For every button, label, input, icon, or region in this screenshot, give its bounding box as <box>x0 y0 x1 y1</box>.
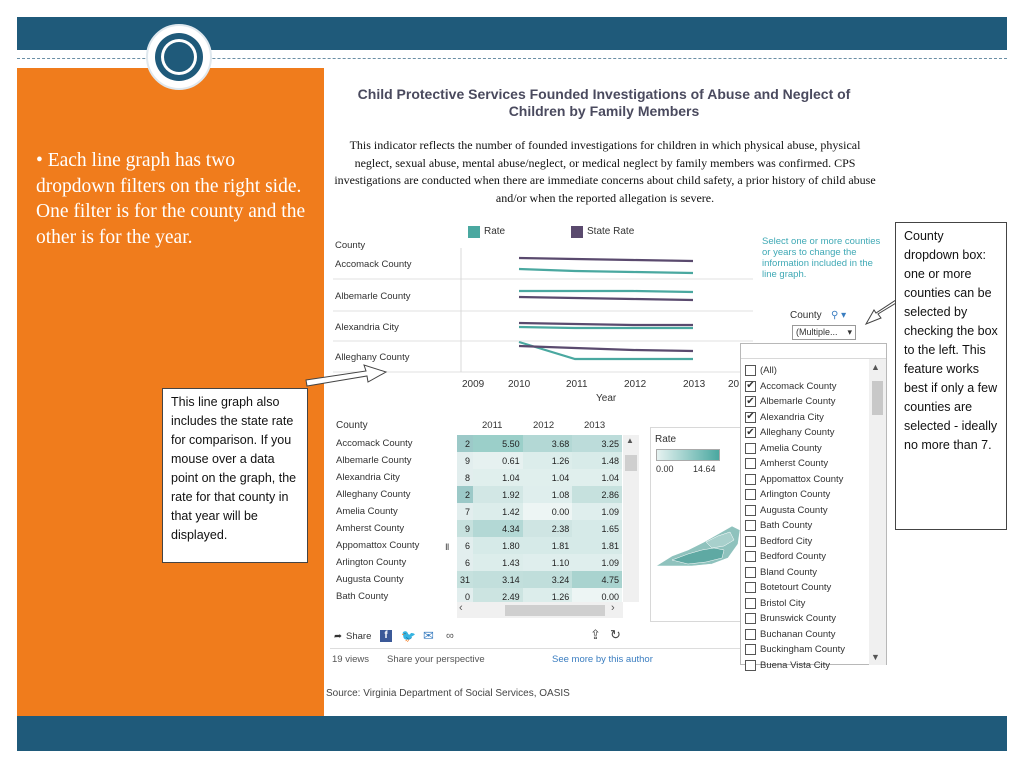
dropdown-item[interactable] <box>741 596 865 612</box>
dropdown-item[interactable] <box>741 565 865 581</box>
year-tick: 20 <box>728 379 740 390</box>
share-label[interactable]: Share <box>346 631 372 642</box>
table-row-name[interactable]: Alexandria City <box>336 472 400 483</box>
arrow-to-graph <box>300 360 395 392</box>
rate-legend-label: Rate <box>484 226 506 237</box>
table-row-name[interactable]: Accomack County <box>336 438 413 449</box>
table-cell: 2.38 <box>523 520 573 537</box>
map-legend-max: 14.64 <box>693 464 716 474</box>
table-cell: 0.00 <box>523 503 573 520</box>
callout-county-dropdown: County dropdown box: one or more counties can be selected by checking the box to the left. This feature works best if only a few counties are selected - ideally no more than 7. <box>895 222 1007 530</box>
dropdown-item[interactable] <box>741 487 865 503</box>
checkbox[interactable] <box>745 644 756 655</box>
table-year-header: 2012 <box>533 420 555 431</box>
filter-icon[interactable]: ⚲ ▾ <box>831 310 847 321</box>
table-cell: 31 <box>457 571 473 588</box>
table-cell: 1.04 <box>572 469 622 486</box>
scroll-down-icon[interactable]: ▼ <box>871 652 880 662</box>
dropdown-item-label: Botetourt County <box>760 582 832 594</box>
table-cell: 1.80 <box>473 537 523 554</box>
table-cell: 2.49 <box>473 588 523 605</box>
dropdown-item[interactable] <box>741 611 865 627</box>
year-tick: 2013 <box>683 379 706 390</box>
dropdown-item[interactable] <box>741 642 865 658</box>
table-row <box>457 469 622 486</box>
dropdown-item-label: Alexandria City <box>760 411 824 423</box>
table-cell: 0.61 <box>473 452 523 469</box>
dropdown-item[interactable] <box>741 394 865 410</box>
dropdown-item[interactable] <box>741 580 865 596</box>
table-row-name[interactable]: Appomattox County <box>336 540 420 551</box>
dropdown-item-label: Buchanan County <box>760 628 836 640</box>
table-cell: 1.09 <box>572 503 622 520</box>
filter-hint: Select one or more counties or years to change the information included in the line graph. <box>762 236 881 280</box>
dropdown-item-label: Brunswick County <box>760 613 837 625</box>
dropdown-item-label: Augusta County <box>760 504 828 516</box>
table-row-name[interactable]: Arlington County <box>336 557 407 568</box>
email-icon[interactable]: ✉ <box>423 628 434 643</box>
map-legend-title: Rate <box>655 434 677 445</box>
state-rate-legend-label: State Rate <box>587 226 635 237</box>
table-cell: 1.48 <box>572 452 622 469</box>
dropdown-item-label: Amelia County <box>760 442 822 454</box>
heatmap-table[interactable] <box>457 435 622 605</box>
bullet-text: • Each line graph has two dropdown filters on the right side. One filter is for the county and the other is for the year. <box>36 150 306 248</box>
dropdown-item-label: Bath County <box>760 520 813 532</box>
dropdown-item-label: Alleghany County <box>760 427 835 439</box>
scroll-right-icon[interactable]: › <box>611 602 615 614</box>
share-perspective-link[interactable]: Share your perspective <box>387 654 485 665</box>
checkbox[interactable] <box>745 567 756 578</box>
link-icon[interactable]: ∞ <box>446 630 454 642</box>
state-rate-line <box>519 258 693 261</box>
viz-description: This indicator reflects the number of founded investigations for children in which physical abuse, physical neglect, sexual abuse, mental abuse/neglect, or medical neglect by family members was confirmed. CPS investigations are conducted when there are immediate concerns about child safety, a prior history of child abuse and/or when the reported allegation is severe. <box>334 138 876 205</box>
checkbox-checked[interactable]: ✔ <box>746 426 755 438</box>
dropdown-item-label: Bland County <box>760 566 818 578</box>
dropdown-item[interactable] <box>741 518 865 534</box>
rate-line <box>519 291 693 292</box>
table-cell: 1.04 <box>473 469 523 486</box>
dropdown-search-input[interactable] <box>741 344 886 359</box>
dropdown-item[interactable] <box>741 379 865 395</box>
table-cell: 1.81 <box>523 537 573 554</box>
table-cell: 1.43 <box>473 554 523 571</box>
scroll-left-icon[interactable]: ‹ <box>459 602 463 614</box>
table-cell: 2 <box>457 435 473 452</box>
facebook-icon[interactable]: f <box>380 630 392 642</box>
year-tick: 2012 <box>624 379 647 390</box>
dropdown-item-label: Bedford County <box>760 551 827 563</box>
download-icon[interactable]: ⇪ <box>590 627 601 642</box>
year-tick: 2009 <box>462 379 485 390</box>
dropdown-item-label: Albemarle County <box>760 396 836 408</box>
scroll-up-icon[interactable]: ▲ <box>871 362 880 372</box>
line-county-label[interactable]: Accomack County <box>335 259 412 270</box>
table-cell: 6 <box>457 554 473 571</box>
bottom-band <box>17 716 1007 751</box>
table-cell: 0 <box>457 588 473 605</box>
virginia-map[interactable] <box>652 520 742 570</box>
rate-legend-swatch <box>468 226 480 238</box>
state-rate-line <box>519 297 693 300</box>
checkbox[interactable] <box>745 629 756 640</box>
table-year-header: 2011 <box>482 420 503 431</box>
table-cell: 1.65 <box>572 520 622 537</box>
checkbox[interactable] <box>745 474 756 485</box>
state-rate-line <box>519 323 693 325</box>
table-row-name[interactable]: Bath County <box>336 591 389 602</box>
checkbox[interactable] <box>745 551 756 562</box>
checkbox[interactable] <box>745 660 756 671</box>
dropdown-item[interactable] <box>741 549 865 565</box>
table-cell: 1.81 <box>572 537 622 554</box>
dropdown-item[interactable] <box>741 503 865 519</box>
table-cell: 3.24 <box>523 571 573 588</box>
line-graph[interactable] <box>333 248 753 383</box>
dropdown-item-label: Buckingham County <box>760 644 846 656</box>
dropdown-item-label: Accomack County <box>760 380 837 392</box>
line-county-label[interactable]: Alexandria City <box>335 322 399 333</box>
line-county-label[interactable]: Albemarle County <box>335 291 411 302</box>
table-cell: 4.75 <box>572 571 622 588</box>
line-county-label[interactable]: Alleghany County <box>335 352 410 363</box>
table-row-name[interactable]: Amherst County <box>336 523 405 534</box>
viz-title: Child Protective Services Founded Investigations of Abuse and Neglect of Children by Family Members <box>357 86 851 119</box>
table-cell: 9 <box>457 520 473 537</box>
scroll-up-icon[interactable]: ▲ <box>626 436 634 445</box>
year-axis-label: Year <box>596 393 617 404</box>
dropdown-item-label: Bedford City <box>760 535 813 547</box>
map-legend-min: 0.00 <box>656 464 674 474</box>
line-county-header: County <box>335 240 366 251</box>
checkbox-checked[interactable]: ✔ <box>746 395 755 407</box>
checkbox[interactable] <box>745 613 756 624</box>
table-cell: 5.50 <box>473 435 523 452</box>
table-row-name[interactable]: Amelia County <box>336 506 398 517</box>
table-row <box>457 537 622 554</box>
table-cell: 6 <box>457 537 473 554</box>
dropdown-item-label: (All) <box>760 365 777 377</box>
table-row <box>457 571 622 588</box>
table-row <box>457 520 622 537</box>
table-row <box>457 554 622 571</box>
checkbox[interactable] <box>745 520 756 531</box>
table-row-name[interactable]: Albemarle County <box>336 455 412 466</box>
dropdown-item[interactable] <box>741 456 865 472</box>
scrollbar-thumb[interactable] <box>505 605 605 616</box>
dropdown-item-label: Bristol City <box>760 597 806 609</box>
county-dropdown[interactable] <box>792 325 856 340</box>
map-legend-gradient <box>656 449 720 461</box>
table-county-names <box>336 435 458 605</box>
checkbox-checked[interactable]: ✔ <box>746 411 755 423</box>
checkbox-checked[interactable]: ✔ <box>746 380 755 392</box>
twitter-icon[interactable]: 🐦 <box>401 629 416 643</box>
table-row-name[interactable]: Alleghany County <box>336 489 411 500</box>
table-cell: 1.42 <box>473 503 523 520</box>
table-cell: 1.04 <box>523 469 573 486</box>
dropdown-item[interactable] <box>741 441 865 457</box>
table-row <box>457 452 622 469</box>
table-cell: 1.10 <box>523 554 573 571</box>
table-cell: 1.26 <box>523 588 573 605</box>
dropdown-item[interactable] <box>741 534 865 550</box>
logo-core <box>164 42 194 72</box>
table-cell: 3.68 <box>523 435 573 452</box>
table-row <box>457 435 622 452</box>
year-tick: 2011 <box>566 379 588 390</box>
scrollbar-thumb[interactable] <box>625 455 637 471</box>
checkbox[interactable] <box>745 365 756 376</box>
dropdown-item[interactable] <box>741 658 865 674</box>
source-note: Source: Virginia Department of Social Services, OASIS <box>326 688 570 699</box>
checkbox[interactable] <box>745 582 756 593</box>
views-count: 19 views <box>332 654 369 665</box>
callout-line-graph: This line graph also includes the state rate for comparison. If you mouse over a data point on the graph, the rate for that county in that year will be displayed. <box>162 388 308 563</box>
table-cell: 1.26 <box>523 452 573 469</box>
dropdown-item[interactable] <box>741 425 865 441</box>
county-filter-label: County <box>790 310 822 321</box>
checkbox[interactable] <box>745 505 756 516</box>
checkbox[interactable] <box>745 598 756 609</box>
table-row <box>457 503 622 520</box>
refresh-icon[interactable]: ↻ <box>610 627 621 642</box>
table-cell: 9 <box>457 452 473 469</box>
checkbox[interactable] <box>745 458 756 469</box>
cursor-icon: Ⅱ <box>445 542 450 552</box>
table-cell: 3.25 <box>572 435 622 452</box>
table-cell: 7 <box>457 503 473 520</box>
see-more-link[interactable]: See more by this author <box>552 654 653 665</box>
table-year-header: 2013 <box>584 420 606 431</box>
checkbox[interactable] <box>745 536 756 547</box>
dropdown-item[interactable] <box>741 363 865 379</box>
county-dropdown-value: (Multiple... <box>796 327 838 337</box>
table-cell: 8 <box>457 469 473 486</box>
table-cell: 2.86 <box>572 486 622 503</box>
table-row-name[interactable]: Augusta County <box>336 574 404 585</box>
dropdown-item-label: Amherst County <box>760 458 829 470</box>
table-cell: 1.92 <box>473 486 523 503</box>
chevron-down-icon: ▾ <box>847 327 852 337</box>
table-cell: 0.00 <box>572 588 622 605</box>
dropdown-item[interactable] <box>741 627 865 643</box>
rate-line <box>519 269 693 273</box>
dropdown-item-label: Appomattox County <box>760 473 844 485</box>
share-icon[interactable]: ➦ <box>334 631 342 642</box>
dropdown-items <box>741 359 865 673</box>
rate-line <box>519 327 693 328</box>
state-rate-legend-swatch <box>571 226 583 238</box>
dropdown-item-label: Arlington County <box>760 489 831 501</box>
table-cell: 2 <box>457 486 473 503</box>
county-dropdown-list[interactable] <box>740 343 887 671</box>
dropdown-scrollbar[interactable] <box>869 359 886 665</box>
dropdown-item-label: Buena Vista City <box>760 659 831 671</box>
dropdown-item[interactable] <box>741 472 865 488</box>
table-cell: 4.34 <box>473 520 523 537</box>
table-cell: 1.08 <box>523 486 573 503</box>
dropdown-item[interactable] <box>741 410 865 426</box>
year-tick: 2010 <box>508 379 531 390</box>
scrollbar-thumb[interactable] <box>872 381 883 415</box>
table-cell: 1.09 <box>572 554 622 571</box>
checkbox[interactable] <box>745 443 756 454</box>
table-cell: 3.14 <box>473 571 523 588</box>
table-row <box>457 486 622 503</box>
checkbox[interactable] <box>745 489 756 500</box>
table-county-header: County <box>336 420 368 431</box>
